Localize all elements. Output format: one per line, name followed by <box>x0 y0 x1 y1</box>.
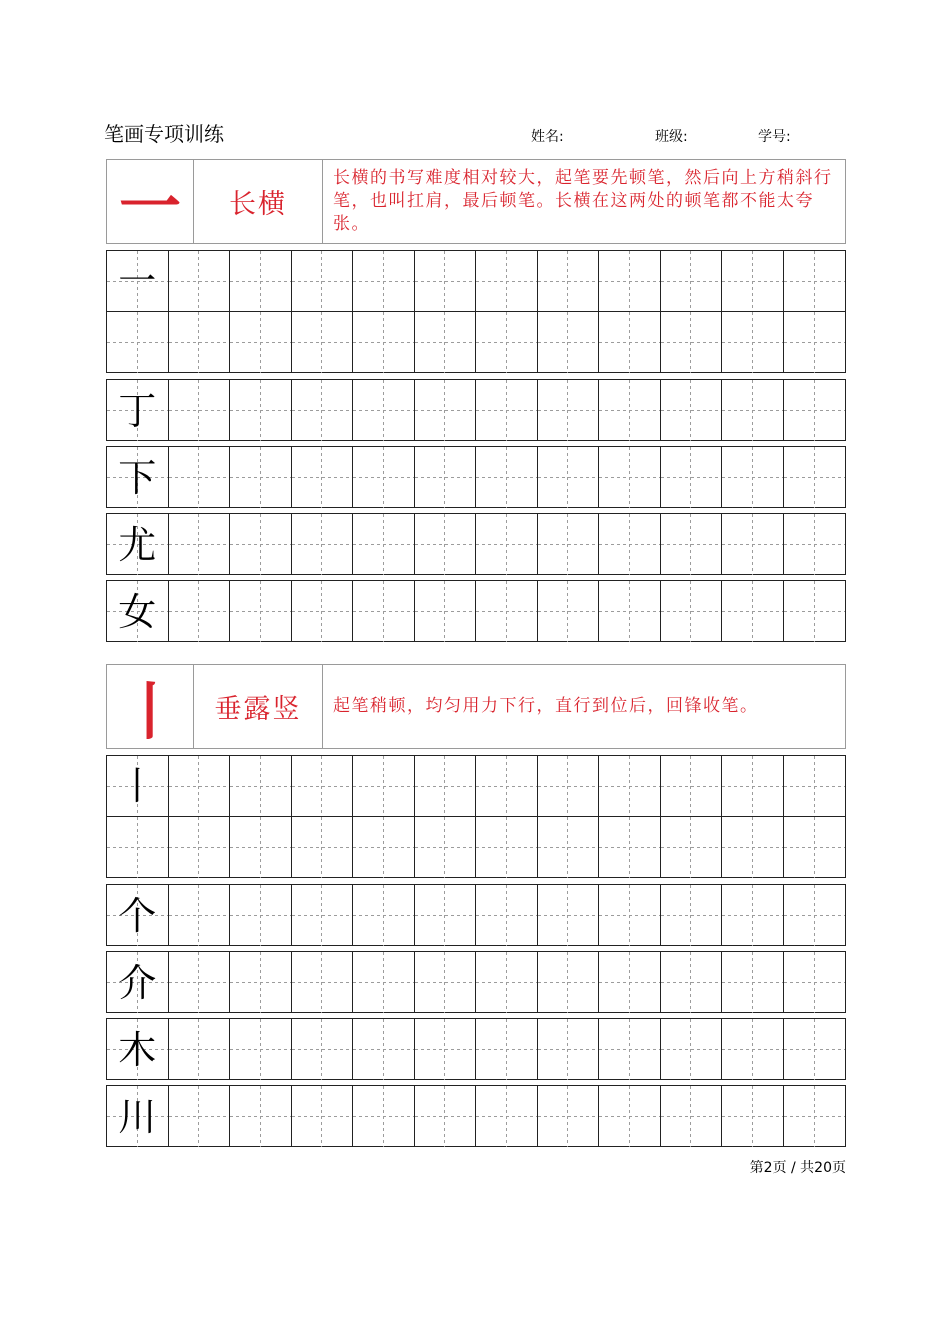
name-field-label: 姓名: <box>531 129 564 145</box>
practice-cell[interactable] <box>353 581 415 642</box>
practice-cell[interactable] <box>169 1086 231 1147</box>
model-character-cell[interactable] <box>107 756 169 817</box>
worksheet-title: 笔画专项训练 <box>104 122 224 146</box>
practice-cell[interactable] <box>538 1086 600 1147</box>
practice-cell[interactable] <box>415 952 477 1013</box>
practice-cell[interactable] <box>353 756 415 817</box>
practice-cell[interactable] <box>230 1019 292 1080</box>
practice-cell[interactable] <box>292 447 354 508</box>
practice-grid <box>106 951 846 1013</box>
practice-cell[interactable] <box>538 380 600 441</box>
practice-cell[interactable] <box>784 817 846 878</box>
practice-cell[interactable] <box>107 312 169 373</box>
practice-cell[interactable] <box>230 885 292 946</box>
practice-cell[interactable] <box>599 312 661 373</box>
practice-cell[interactable] <box>599 1019 661 1080</box>
model-character: 木 <box>118 1027 157 1072</box>
practice-cell[interactable] <box>476 817 538 878</box>
practice-cell[interactable] <box>169 817 231 878</box>
practice-cell[interactable] <box>599 447 661 508</box>
practice-cell[interactable] <box>230 1086 292 1147</box>
model-character-cell[interactable] <box>107 514 169 575</box>
practice-cell[interactable] <box>169 380 231 441</box>
practice-cell[interactable] <box>538 447 600 508</box>
practice-cell[interactable] <box>476 581 538 642</box>
practice-grid <box>106 379 846 441</box>
practice-cell[interactable] <box>784 447 846 508</box>
practice-cell[interactable] <box>784 380 846 441</box>
stroke-glyph: 一 <box>107 160 194 243</box>
practice-cell[interactable] <box>230 581 292 642</box>
practice-cell[interactable] <box>476 1019 538 1080</box>
practice-cell[interactable] <box>353 1086 415 1147</box>
practice-cell[interactable] <box>476 952 538 1013</box>
practice-cell[interactable] <box>292 952 354 1013</box>
practice-cell[interactable] <box>538 251 600 312</box>
stroke-description: 起笔稍顿，均匀用力下行，直行到位后，回锋收笔。 <box>333 696 759 716</box>
practice-cell[interactable] <box>661 447 723 508</box>
practice-cell[interactable] <box>599 885 661 946</box>
practice-grid <box>106 513 846 575</box>
practice-cell[interactable] <box>292 756 354 817</box>
practice-cell[interactable] <box>292 514 354 575</box>
practice-cell[interactable] <box>722 380 784 441</box>
practice-grid <box>106 1018 846 1080</box>
practice-cell[interactable] <box>230 447 292 508</box>
practice-cell[interactable] <box>661 1086 723 1147</box>
practice-cell[interactable] <box>784 952 846 1013</box>
practice-grid <box>106 1085 846 1147</box>
practice-cell[interactable] <box>353 312 415 373</box>
model-character-cell[interactable] <box>107 952 169 1013</box>
practice-cell[interactable] <box>169 514 231 575</box>
practice-cell[interactable] <box>415 581 477 642</box>
practice-cell[interactable] <box>292 885 354 946</box>
practice-cell[interactable] <box>169 581 231 642</box>
practice-cell[interactable] <box>722 952 784 1013</box>
page-indicator: 第2页 / 共20页 <box>749 1160 846 1176</box>
practice-cell[interactable] <box>722 1019 784 1080</box>
practice-cell[interactable] <box>661 885 723 946</box>
practice-grid <box>106 884 846 946</box>
practice-cell[interactable] <box>169 312 231 373</box>
model-character: 女 <box>118 589 157 634</box>
practice-cell[interactable] <box>169 251 231 312</box>
practice-cell[interactable] <box>415 1086 477 1147</box>
practice-cell[interactable] <box>476 514 538 575</box>
practice-cell[interactable] <box>722 756 784 817</box>
practice-cell[interactable] <box>107 817 169 878</box>
practice-cell[interactable] <box>292 817 354 878</box>
stroke-glyph: 丨 <box>107 665 194 748</box>
practice-cell[interactable] <box>538 885 600 946</box>
practice-cell[interactable] <box>538 1019 600 1080</box>
class-field-label: 班级: <box>655 129 688 145</box>
stroke-header <box>106 664 846 749</box>
practice-cell[interactable] <box>784 1086 846 1147</box>
practice-cell[interactable] <box>661 952 723 1013</box>
practice-cell[interactable] <box>599 817 661 878</box>
practice-cell[interactable] <box>415 312 477 373</box>
practice-cell[interactable] <box>353 514 415 575</box>
practice-cell[interactable] <box>722 312 784 373</box>
model-character-cell[interactable] <box>107 1019 169 1080</box>
practice-cell[interactable] <box>230 817 292 878</box>
practice-cell[interactable] <box>722 447 784 508</box>
model-character: 川 <box>118 1094 157 1139</box>
practice-cell[interactable] <box>230 514 292 575</box>
practice-cell[interactable] <box>169 885 231 946</box>
practice-cell[interactable] <box>230 312 292 373</box>
stroke-name: 垂露竖 <box>194 665 323 748</box>
practice-cell[interactable] <box>292 1086 354 1147</box>
practice-cell[interactable] <box>415 251 477 312</box>
practice-cell[interactable] <box>230 952 292 1013</box>
practice-cell[interactable] <box>415 1019 477 1080</box>
practice-cell[interactable] <box>661 380 723 441</box>
practice-cell[interactable] <box>722 581 784 642</box>
practice-cell[interactable] <box>353 251 415 312</box>
practice-cell[interactable] <box>538 312 600 373</box>
practice-cell[interactable] <box>661 581 723 642</box>
stroke-header <box>106 159 846 244</box>
practice-cell[interactable] <box>415 817 477 878</box>
practice-cell[interactable] <box>353 952 415 1013</box>
practice-cell[interactable] <box>476 251 538 312</box>
practice-cell[interactable] <box>661 1019 723 1080</box>
model-character: 尤 <box>118 522 157 567</box>
practice-cell[interactable] <box>784 251 846 312</box>
practice-cell[interactable] <box>599 952 661 1013</box>
practice-cell[interactable] <box>169 756 231 817</box>
practice-cell[interactable] <box>722 251 784 312</box>
model-character: 一 <box>118 259 157 303</box>
practice-cell[interactable] <box>292 251 354 312</box>
practice-cell[interactable] <box>169 1019 231 1080</box>
practice-grid <box>106 250 846 373</box>
practice-grid <box>106 580 846 642</box>
practice-cell[interactable] <box>538 514 600 575</box>
practice-cell[interactable] <box>476 756 538 817</box>
model-character: 丨 <box>118 764 157 808</box>
stroke-name: 长横 <box>194 160 323 243</box>
practice-cell[interactable] <box>538 756 600 817</box>
practice-cell[interactable] <box>353 380 415 441</box>
model-character: 个 <box>118 893 157 938</box>
practice-cell[interactable] <box>722 817 784 878</box>
stroke-description: 长横的书写难度相对较大，起笔要先顿笔，然后向上方稍斜行笔，也叫扛肩，最后顿笔。长横在这两处的顿笔都不能太夸张。 <box>333 168 833 234</box>
model-character: 丁 <box>118 388 157 433</box>
practice-cell[interactable] <box>292 1019 354 1080</box>
practice-cell[interactable] <box>599 251 661 312</box>
practice-cell[interactable] <box>784 312 846 373</box>
practice-cell[interactable] <box>353 447 415 508</box>
practice-cell[interactable] <box>230 380 292 441</box>
practice-cell[interactable] <box>599 1086 661 1147</box>
practice-cell[interactable] <box>230 251 292 312</box>
model-character: 下 <box>118 455 157 500</box>
model-character-cell[interactable] <box>107 447 169 508</box>
practice-cell[interactable] <box>538 817 600 878</box>
practice-grid <box>106 446 846 508</box>
practice-cell[interactable] <box>476 312 538 373</box>
practice-cell[interactable] <box>292 312 354 373</box>
practice-cell[interactable] <box>476 447 538 508</box>
practice-cell[interactable] <box>476 380 538 441</box>
practice-cell[interactable] <box>292 581 354 642</box>
practice-grid <box>106 755 846 878</box>
practice-cell[interactable] <box>292 380 354 441</box>
practice-cell[interactable] <box>230 756 292 817</box>
practice-cell[interactable] <box>353 885 415 946</box>
practice-cell[interactable] <box>661 817 723 878</box>
model-character-cell[interactable] <box>107 380 169 441</box>
practice-cell[interactable] <box>415 756 477 817</box>
practice-cell[interactable] <box>415 380 477 441</box>
model-character-cell[interactable] <box>107 1086 169 1147</box>
practice-cell[interactable] <box>415 885 477 946</box>
model-character-cell[interactable] <box>107 581 169 642</box>
practice-cell[interactable] <box>599 756 661 817</box>
practice-cell[interactable] <box>353 817 415 878</box>
student-number-label: 学号: <box>758 129 791 145</box>
model-character-cell[interactable] <box>107 251 169 312</box>
practice-cell[interactable] <box>784 756 846 817</box>
practice-cell[interactable] <box>476 1086 538 1147</box>
practice-cell[interactable] <box>722 514 784 575</box>
practice-cell[interactable] <box>169 447 231 508</box>
practice-cell[interactable] <box>415 514 477 575</box>
practice-cell[interactable] <box>599 514 661 575</box>
practice-cell[interactable] <box>661 756 723 817</box>
practice-cell[interactable] <box>538 581 600 642</box>
practice-cell[interactable] <box>538 952 600 1013</box>
practice-cell[interactable] <box>353 1019 415 1080</box>
practice-cell[interactable] <box>599 581 661 642</box>
practice-cell[interactable] <box>784 885 846 946</box>
practice-cell[interactable] <box>722 1086 784 1147</box>
practice-cell[interactable] <box>476 885 538 946</box>
practice-cell[interactable] <box>784 581 846 642</box>
practice-cell[interactable] <box>661 312 723 373</box>
practice-cell[interactable] <box>722 885 784 946</box>
model-character-cell[interactable] <box>107 885 169 946</box>
practice-cell[interactable] <box>661 514 723 575</box>
practice-cell[interactable] <box>169 952 231 1013</box>
practice-cell[interactable] <box>784 1019 846 1080</box>
practice-cell[interactable] <box>661 251 723 312</box>
practice-cell[interactable] <box>415 447 477 508</box>
practice-cell[interactable] <box>784 514 846 575</box>
model-character: 介 <box>118 960 157 1005</box>
practice-cell[interactable] <box>599 380 661 441</box>
